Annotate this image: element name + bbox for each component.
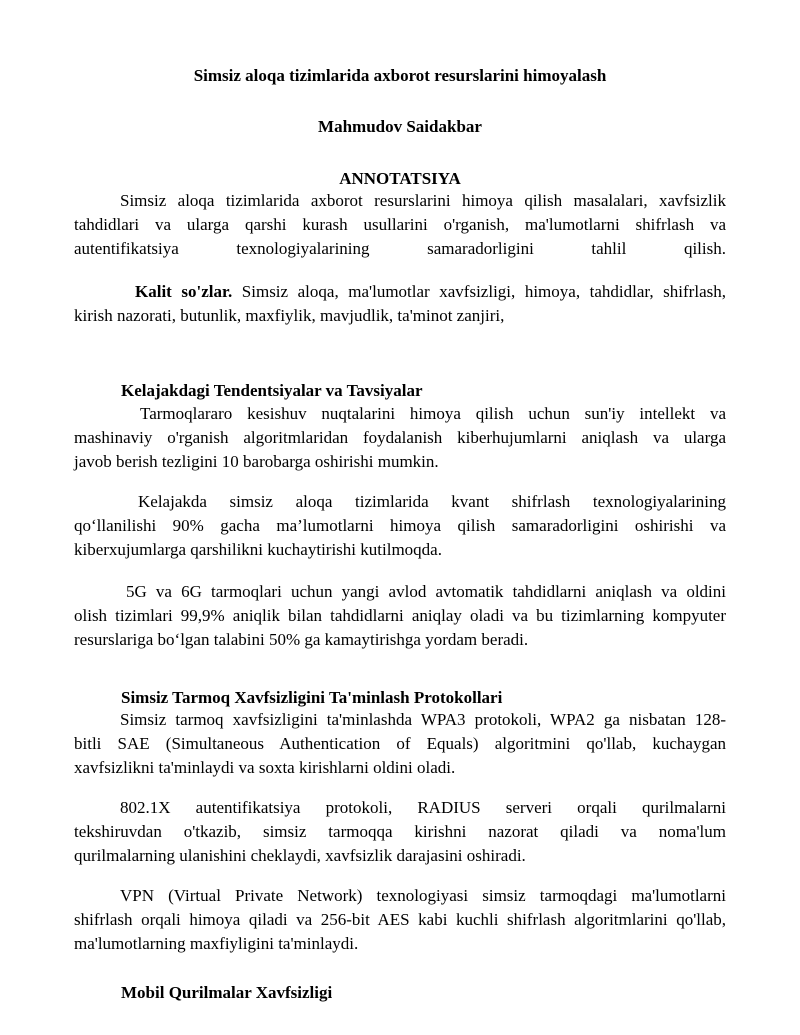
paragraph-line: kiberxujumlarga qarshilikni kuchaytirishi kutilmoqda. <box>74 540 442 559</box>
body-paragraph <box>74 580 726 652</box>
keywords-first-line <box>74 280 726 304</box>
paragraph-line: resurslariga bo‘lgan talabini 50% ga kamaytirishga yordam beradi. <box>74 630 529 649</box>
section-heading: Mobil Qurilmalar Xavfsizligi <box>121 983 333 1002</box>
section-heading: Simsiz Tarmoq Xavfsizligini Ta'minlash Protokollari <box>121 688 503 707</box>
paragraph-line: Simsiz tarmoq xavfsizligini ta'minlashda WPA3 protokoli, WPA2 ga nisbatan 128- <box>120 710 726 729</box>
paragraph-line: VPN (Virtual Private Network) texnologiyasi simsiz tarmoqdagi ma'lumotlarni <box>120 886 726 905</box>
paragraph-line: shifrlash orqali himoya qiladi va 256-bit AES kabi kuchli shifrlash algoritmlarini qo'llab, <box>74 910 726 929</box>
paragraph-line: 5G va 6G tarmoqlari uchun yangi avlod avtomatik tahdidlarni aniqlash va oldini <box>126 582 726 601</box>
paragraph-line: tahdidlari va ularga qarshi kurash usullarini o'rganish, ma'lumotlarni shifrlash va <box>74 215 726 234</box>
body-paragraph <box>74 708 726 780</box>
annotation-paragraph <box>74 189 726 261</box>
body-paragraph <box>74 796 726 868</box>
paragraph-line: bitli SAE (Simultaneous Authentication of Equals) algoritmini qo'llab, kuchaygan <box>74 734 726 753</box>
annotation-heading: ANNOTATSIYA <box>339 169 461 188</box>
body-paragraph <box>74 884 726 956</box>
body-paragraph <box>74 490 726 562</box>
section-heading: Kelajakdagi Tendentsiyalar va Tavsiyalar <box>121 381 423 400</box>
keywords-label: Kalit so'zlar. <box>135 282 233 301</box>
paragraph-line: ma'lumotlarning maxfiyligini ta'minlaydi. <box>74 934 359 953</box>
paragraph-line: qurilmalarning ulanishini cheklaydi, xavfsizlik darajasini oshiradi. <box>74 846 526 865</box>
keywords-text: Simsiz aloqa, ma'lumotlar xavfsizligi, himoya, tahdidlar, shifrlash, <box>232 282 726 301</box>
body-paragraph <box>74 402 726 474</box>
paragraph-line: Tarmoqlararo kesishuv nuqtalarini himoya qilish uchun sun'iy intellekt va <box>140 404 726 423</box>
paragraph-line: qo‘llanilishi 90% gacha ma’lumotlarni himoya qilish samaradorligini oshirishi va <box>74 516 726 535</box>
paragraph-line: javob berish tezligini 10 barobarga oshirishi mumkin. <box>74 452 439 471</box>
paragraph-line: Simsiz aloqa tizimlarida axborot resurslarini himoya qilish masalalari, xavfsizlik <box>120 191 726 210</box>
author-name: Mahmudov Saidakbar <box>318 117 482 136</box>
paragraph-line: 802.1X autentifikatsiya protokoli, RADIUS serveri orqali qurilmalarni <box>120 798 726 817</box>
paragraph-line: tekshiruvdan o'tkazib, simsiz tarmoqqa kirishni nazorat qiladi va noma'lum <box>74 822 726 841</box>
paragraph-line: autentifikatsiya texnologiyalarining samaradorligini tahlil qilish. <box>74 239 726 258</box>
paragraph-line: Kelajakda simsiz aloqa tizimlarida kvant shifrlash texnologiyalarining <box>138 492 726 511</box>
paragraph-line: xavfsizlikni ta'minlaydi va soxta kirishlarni oldini oladi. <box>74 758 456 777</box>
paragraph-line: olish tizimlari 99,9% aniqlik bilan tahdidlarni aniqlay oladi va bu tizimlarning kompyuter <box>74 606 726 625</box>
document-title: Simsiz aloqa tizimlarida axborot resurslarini himoyalash <box>193 66 607 85</box>
paragraph-line: kirish nazorati, butunlik, maxfiylik, mavjudlik, ta'minot zanjiri, <box>74 306 505 325</box>
paragraph-line: mashinaviy o'rganish algoritmlaridan foydalanish kiberhujumlarni aniqlash va ularga <box>74 428 726 447</box>
keywords-paragraph <box>74 280 726 328</box>
